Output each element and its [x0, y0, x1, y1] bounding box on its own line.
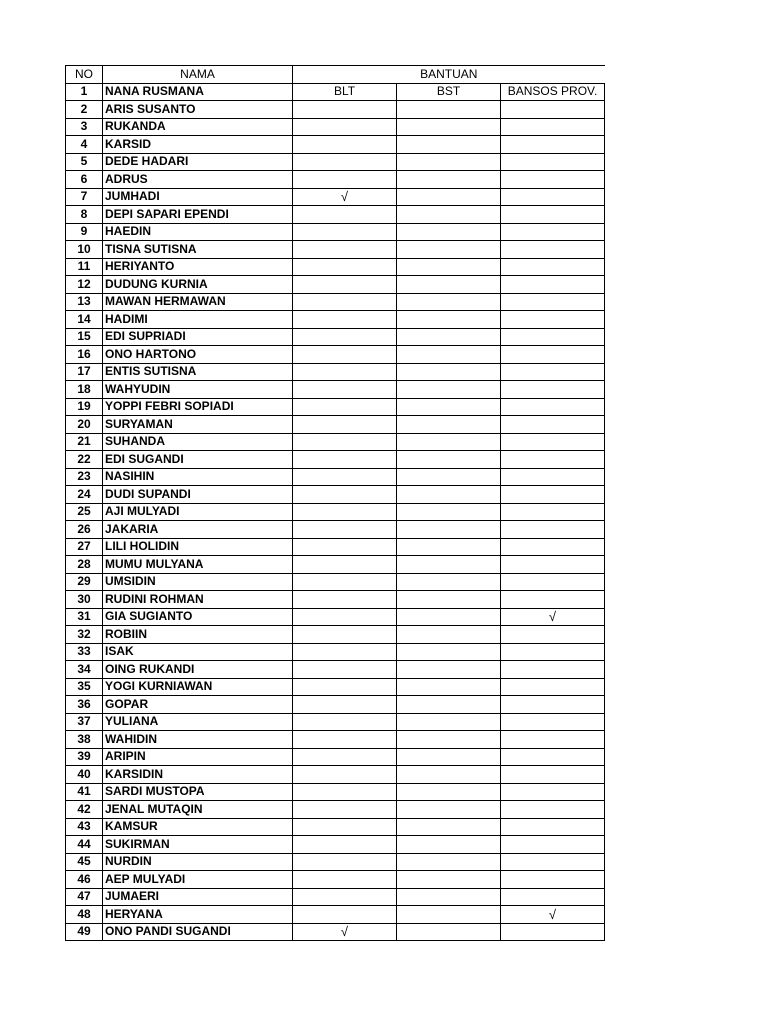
recipient-name: AEP MULYADI — [103, 871, 293, 889]
bst-mark — [397, 451, 501, 469]
row-number: 4 — [66, 136, 103, 154]
table-row — [66, 696, 605, 714]
blt-mark — [293, 713, 397, 731]
blt-mark — [293, 626, 397, 644]
table-row — [66, 118, 605, 136]
bansos-mark — [501, 153, 605, 171]
bansos-mark — [501, 783, 605, 801]
row-number: 36 — [66, 696, 103, 714]
bansos-mark — [501, 223, 605, 241]
recipient-name: UMSIDIN — [103, 573, 293, 591]
row-number: 22 — [66, 451, 103, 469]
recipient-name: RUKANDA — [103, 118, 293, 136]
bansos-mark — [501, 118, 605, 136]
bst-mark — [397, 696, 501, 714]
blt-mark — [293, 608, 397, 626]
row-number: 31 — [66, 608, 103, 626]
table-row — [66, 188, 605, 206]
header-blt: BLT — [293, 83, 397, 101]
blt-mark — [293, 276, 397, 294]
table-row — [66, 678, 605, 696]
blt-mark — [293, 468, 397, 486]
recipient-name: OING RUKANDI — [103, 661, 293, 679]
row-number: 19 — [66, 398, 103, 416]
blt-mark — [293, 486, 397, 504]
recipient-name: WAHYUDIN — [103, 381, 293, 399]
bst-mark — [397, 678, 501, 696]
table-row — [66, 521, 605, 539]
table-row — [66, 818, 605, 836]
blt-mark — [293, 888, 397, 906]
recipient-name: RUDINI ROHMAN — [103, 591, 293, 609]
table-row — [66, 223, 605, 241]
row-number: 5 — [66, 153, 103, 171]
bansos-mark — [501, 836, 605, 854]
blt-mark: √ — [293, 923, 397, 941]
recipient-name: AJI MULYADI — [103, 503, 293, 521]
recipient-name: LILI HOLIDIN — [103, 538, 293, 556]
bansos-mark — [501, 416, 605, 434]
blt-mark — [293, 678, 397, 696]
bansos-mark — [501, 696, 605, 714]
row-number: 35 — [66, 678, 103, 696]
header-bansos: BANSOS PROV. — [501, 83, 605, 101]
table-row — [66, 416, 605, 434]
bansos-mark — [501, 346, 605, 364]
table-row — [66, 468, 605, 486]
blt-mark — [293, 556, 397, 574]
table-row — [66, 101, 605, 119]
recipient-name: YOPPI FEBRI SOPIADI — [103, 398, 293, 416]
bansos-mark: √ — [501, 608, 605, 626]
blt-mark — [293, 363, 397, 381]
bst-mark — [397, 328, 501, 346]
blt-mark — [293, 416, 397, 434]
bst-mark — [397, 416, 501, 434]
bst-mark — [397, 766, 501, 784]
table-row — [66, 171, 605, 189]
recipient-name: NANA RUSMANA — [103, 83, 293, 101]
row-number: 28 — [66, 556, 103, 574]
recipient-name: WAHIDIN — [103, 731, 293, 749]
row-number: 3 — [66, 118, 103, 136]
bst-mark — [397, 731, 501, 749]
row-number: 46 — [66, 871, 103, 889]
header-bantuan: BANTUAN — [293, 66, 605, 84]
blt-mark — [293, 433, 397, 451]
row-number: 7 — [66, 188, 103, 206]
row-number: 40 — [66, 766, 103, 784]
row-number: 10 — [66, 241, 103, 259]
recipient-name: JUMHADI — [103, 188, 293, 206]
bst-mark — [397, 906, 501, 924]
recipient-name: ROBIIN — [103, 626, 293, 644]
bst-mark — [397, 661, 501, 679]
bst-mark — [397, 521, 501, 539]
bst-mark — [397, 486, 501, 504]
recipient-name: KAMSUR — [103, 818, 293, 836]
recipient-name: ONO HARTONO — [103, 346, 293, 364]
bantuan-recipient-table — [65, 65, 605, 941]
table-row — [66, 153, 605, 171]
recipient-name: HAEDIN — [103, 223, 293, 241]
recipient-name: KARSIDIN — [103, 766, 293, 784]
row-number: 29 — [66, 573, 103, 591]
bansos-mark — [501, 188, 605, 206]
blt-mark — [293, 696, 397, 714]
recipient-name: ISAK — [103, 643, 293, 661]
bansos-mark: √ — [501, 906, 605, 924]
table-row — [66, 293, 605, 311]
blt-mark — [293, 153, 397, 171]
bst-mark — [397, 643, 501, 661]
recipient-name: JUMAERI — [103, 888, 293, 906]
bansos-mark — [501, 398, 605, 416]
bansos-mark — [501, 923, 605, 941]
bst-mark — [397, 276, 501, 294]
recipient-name: DUDUNG KURNIA — [103, 276, 293, 294]
header-no: NO — [66, 66, 103, 84]
table-row — [66, 888, 605, 906]
recipient-name: MUMU MULYANA — [103, 556, 293, 574]
blt-mark — [293, 258, 397, 276]
bst-mark — [397, 573, 501, 591]
blt-mark — [293, 206, 397, 224]
row-number: 26 — [66, 521, 103, 539]
recipient-name: EDI SUGANDI — [103, 451, 293, 469]
blt-mark — [293, 451, 397, 469]
table-row — [66, 538, 605, 556]
row-number: 32 — [66, 626, 103, 644]
bst-mark — [397, 713, 501, 731]
recipient-name: DUDI SUPANDI — [103, 486, 293, 504]
blt-mark — [293, 801, 397, 819]
table-row — [66, 626, 605, 644]
bansos-mark — [501, 766, 605, 784]
bansos-mark — [501, 206, 605, 224]
recipient-name: NASIHIN — [103, 468, 293, 486]
table-row — [66, 853, 605, 871]
bst-mark — [397, 468, 501, 486]
table-row — [66, 748, 605, 766]
row-number: 44 — [66, 836, 103, 854]
row-number: 45 — [66, 853, 103, 871]
header-nama: NAMA — [103, 66, 293, 84]
table-row — [66, 83, 605, 101]
bansos-mark — [501, 451, 605, 469]
bst-mark — [397, 223, 501, 241]
blt-mark — [293, 748, 397, 766]
recipient-name: DEDE HADARI — [103, 153, 293, 171]
row-number: 47 — [66, 888, 103, 906]
blt-mark — [293, 573, 397, 591]
table-row — [66, 363, 605, 381]
bansos-mark — [501, 626, 605, 644]
table-row — [66, 381, 605, 399]
recipient-name: DEPI SAPARI EPENDI — [103, 206, 293, 224]
recipient-name: SURYAMAN — [103, 416, 293, 434]
row-number: 24 — [66, 486, 103, 504]
bst-mark — [397, 398, 501, 416]
bst-mark — [397, 608, 501, 626]
table-row — [66, 433, 605, 451]
recipient-name: SUHANDA — [103, 433, 293, 451]
bst-mark — [397, 293, 501, 311]
table-row — [66, 398, 605, 416]
bansos-mark — [501, 486, 605, 504]
bst-mark — [397, 433, 501, 451]
row-number: 38 — [66, 731, 103, 749]
recipient-name: JENAL MUTAQIN — [103, 801, 293, 819]
blt-mark — [293, 661, 397, 679]
recipient-name: SUKIRMAN — [103, 836, 293, 854]
blt-mark — [293, 311, 397, 329]
table-row — [66, 906, 605, 924]
row-number: 9 — [66, 223, 103, 241]
table-row — [66, 328, 605, 346]
bst-mark — [397, 853, 501, 871]
bst-mark — [397, 836, 501, 854]
table-row — [66, 311, 605, 329]
bst-mark — [397, 556, 501, 574]
bst-mark — [397, 311, 501, 329]
bst-mark — [397, 503, 501, 521]
bansos-mark — [501, 381, 605, 399]
blt-mark — [293, 241, 397, 259]
table-row — [66, 451, 605, 469]
bansos-mark — [501, 538, 605, 556]
table-row — [66, 783, 605, 801]
table-row — [66, 556, 605, 574]
row-number: 34 — [66, 661, 103, 679]
row-number: 49 — [66, 923, 103, 941]
recipient-name: MAWAN HERMAWAN — [103, 293, 293, 311]
bst-mark — [397, 626, 501, 644]
bansos-mark — [501, 521, 605, 539]
table-row — [66, 923, 605, 941]
table-row — [66, 136, 605, 154]
row-number: 8 — [66, 206, 103, 224]
blt-mark — [293, 853, 397, 871]
table-row — [66, 643, 605, 661]
bst-mark — [397, 783, 501, 801]
bst-mark — [397, 206, 501, 224]
bansos-mark — [501, 363, 605, 381]
bst-mark — [397, 381, 501, 399]
row-number: 11 — [66, 258, 103, 276]
bansos-mark — [501, 731, 605, 749]
recipient-name: EDI SUPRIADI — [103, 328, 293, 346]
blt-mark — [293, 818, 397, 836]
table-row — [66, 661, 605, 679]
bansos-mark — [501, 503, 605, 521]
row-number: 18 — [66, 381, 103, 399]
recipient-name: JAKARIA — [103, 521, 293, 539]
bansos-mark — [501, 573, 605, 591]
bansos-mark — [501, 258, 605, 276]
blt-mark — [293, 591, 397, 609]
table-row — [66, 591, 605, 609]
header-row — [66, 66, 605, 84]
recipient-name: HERIYANTO — [103, 258, 293, 276]
row-number: 13 — [66, 293, 103, 311]
row-number: 14 — [66, 311, 103, 329]
bansos-mark — [501, 468, 605, 486]
row-number: 1 — [66, 83, 103, 101]
bst-mark — [397, 801, 501, 819]
blt-mark — [293, 136, 397, 154]
row-number: 21 — [66, 433, 103, 451]
blt-mark — [293, 118, 397, 136]
bansos-mark — [501, 328, 605, 346]
row-number: 12 — [66, 276, 103, 294]
bst-mark — [397, 591, 501, 609]
table-row — [66, 346, 605, 364]
recipient-name: ONO PANDI SUGANDI — [103, 923, 293, 941]
header-bst: BST — [397, 83, 501, 101]
row-number: 42 — [66, 801, 103, 819]
bansos-mark — [501, 136, 605, 154]
bansos-mark — [501, 678, 605, 696]
bansos-mark — [501, 241, 605, 259]
row-number: 33 — [66, 643, 103, 661]
recipient-name: KARSID — [103, 136, 293, 154]
bansos-mark — [501, 171, 605, 189]
table-row — [66, 503, 605, 521]
blt-mark — [293, 731, 397, 749]
blt-mark — [293, 101, 397, 119]
table-row — [66, 258, 605, 276]
table-row — [66, 608, 605, 626]
recipient-name: SARDI MUSTOPA — [103, 783, 293, 801]
row-number: 39 — [66, 748, 103, 766]
table-row — [66, 801, 605, 819]
blt-mark — [293, 293, 397, 311]
blt-mark — [293, 398, 397, 416]
bst-mark — [397, 748, 501, 766]
blt-mark — [293, 766, 397, 784]
table-row — [66, 276, 605, 294]
blt-mark — [293, 538, 397, 556]
bansos-mark — [501, 311, 605, 329]
table-row — [66, 486, 605, 504]
table-row — [66, 573, 605, 591]
recipient-name: YOGI KURNIAWAN — [103, 678, 293, 696]
bst-mark — [397, 188, 501, 206]
blt-mark — [293, 503, 397, 521]
table-row — [66, 836, 605, 854]
row-number: 30 — [66, 591, 103, 609]
blt-mark — [293, 521, 397, 539]
row-number: 17 — [66, 363, 103, 381]
bansos-mark — [501, 661, 605, 679]
bst-mark — [397, 118, 501, 136]
row-number: 16 — [66, 346, 103, 364]
bst-mark — [397, 888, 501, 906]
bansos-mark — [501, 801, 605, 819]
recipient-name: ENTIS SUTISNA — [103, 363, 293, 381]
blt-mark — [293, 223, 397, 241]
bst-mark — [397, 101, 501, 119]
bansos-mark — [501, 888, 605, 906]
bst-mark — [397, 171, 501, 189]
recipient-name: GOPAR — [103, 696, 293, 714]
blt-mark — [293, 871, 397, 889]
recipient-name: TISNA SUTISNA — [103, 241, 293, 259]
recipient-name: YULIANA — [103, 713, 293, 731]
table-row — [66, 241, 605, 259]
row-number: 23 — [66, 468, 103, 486]
table-row — [66, 206, 605, 224]
row-number: 2 — [66, 101, 103, 119]
table-row — [66, 713, 605, 731]
bansos-mark — [501, 591, 605, 609]
table-row — [66, 871, 605, 889]
blt-mark — [293, 328, 397, 346]
row-number: 6 — [66, 171, 103, 189]
bst-mark — [397, 363, 501, 381]
blt-mark — [293, 381, 397, 399]
bst-mark — [397, 241, 501, 259]
bansos-mark — [501, 101, 605, 119]
row-number: 20 — [66, 416, 103, 434]
bansos-mark — [501, 556, 605, 574]
bst-mark — [397, 346, 501, 364]
row-number: 41 — [66, 783, 103, 801]
bst-mark — [397, 818, 501, 836]
blt-mark — [293, 783, 397, 801]
recipient-name: ARIPIN — [103, 748, 293, 766]
recipient-name: GIA SUGIANTO — [103, 608, 293, 626]
row-number: 27 — [66, 538, 103, 556]
blt-mark — [293, 346, 397, 364]
recipient-name: ARIS SUSANTO — [103, 101, 293, 119]
bst-mark — [397, 136, 501, 154]
blt-mark: √ — [293, 188, 397, 206]
bansos-mark — [501, 276, 605, 294]
row-number: 43 — [66, 818, 103, 836]
bansos-mark — [501, 853, 605, 871]
recipient-name: HERYANA — [103, 906, 293, 924]
bansos-mark — [501, 818, 605, 836]
bst-mark — [397, 153, 501, 171]
recipient-name: ADRUS — [103, 171, 293, 189]
bansos-mark — [501, 748, 605, 766]
blt-mark — [293, 906, 397, 924]
bst-mark — [397, 871, 501, 889]
blt-mark — [293, 836, 397, 854]
table-row — [66, 766, 605, 784]
row-number: 37 — [66, 713, 103, 731]
recipient-name: NURDIN — [103, 853, 293, 871]
recipient-name: HADIMI — [103, 311, 293, 329]
blt-mark — [293, 643, 397, 661]
bansos-mark — [501, 713, 605, 731]
bansos-mark — [501, 433, 605, 451]
blt-mark — [293, 171, 397, 189]
row-number: 25 — [66, 503, 103, 521]
row-number: 48 — [66, 906, 103, 924]
bansos-mark — [501, 643, 605, 661]
row-number: 15 — [66, 328, 103, 346]
bansos-mark — [501, 293, 605, 311]
table-row — [66, 731, 605, 749]
bst-mark — [397, 538, 501, 556]
bst-mark — [397, 258, 501, 276]
bansos-mark — [501, 871, 605, 889]
bst-mark — [397, 923, 501, 941]
